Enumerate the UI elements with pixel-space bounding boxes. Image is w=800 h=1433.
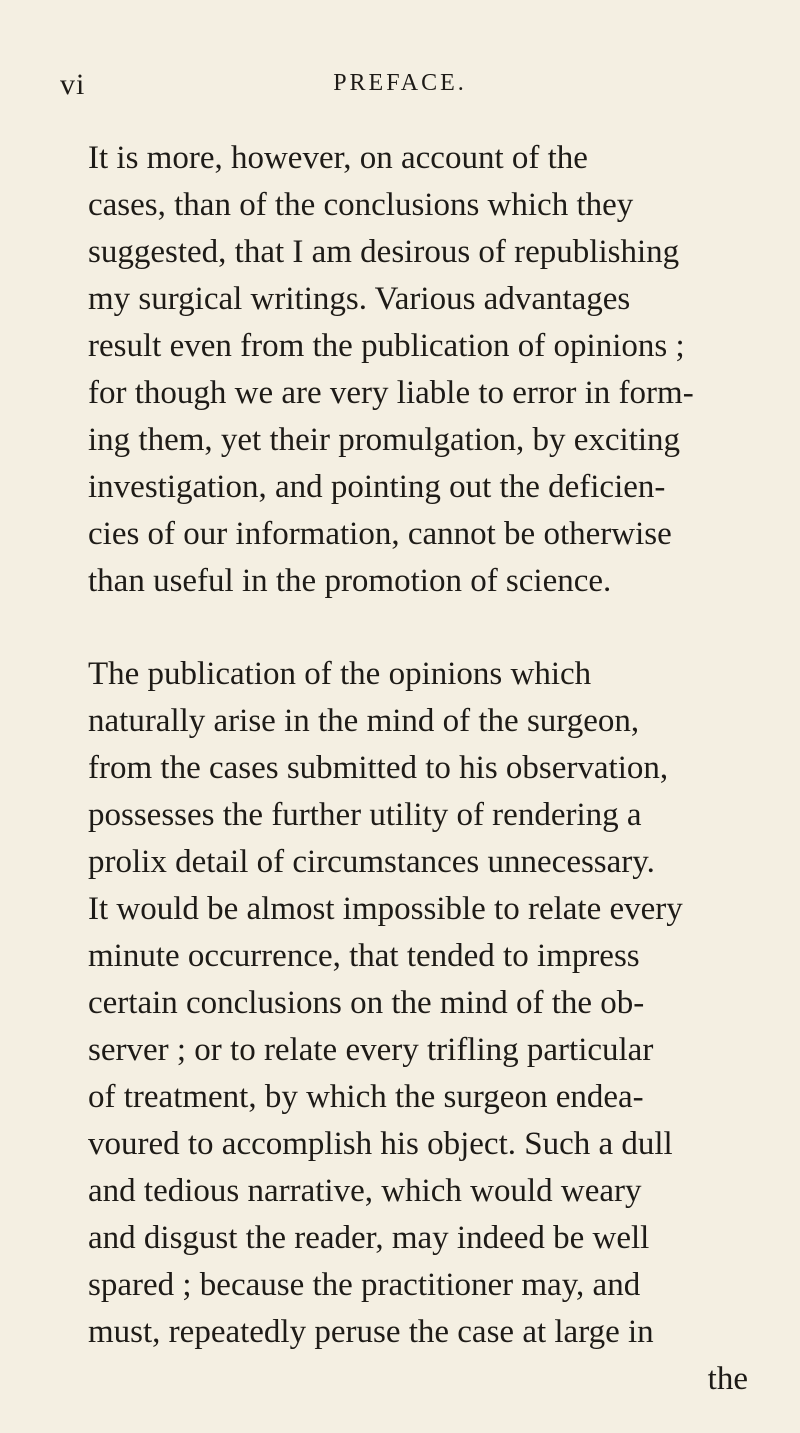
- text-line: naturally arise in the mind of the surgeon,: [88, 703, 640, 739]
- text-line: cies of our information, cannot be otherwise: [88, 516, 672, 552]
- text-line: and disgust the reader, may indeed be well: [88, 1220, 650, 1256]
- text-line: investigation, and pointing out the deficien-: [88, 469, 666, 505]
- paragraph-2: [88, 651, 748, 1403]
- text-line: my surgical writings. Various advantages: [88, 281, 631, 317]
- paragraph-gap: [88, 605, 748, 651]
- text-line: result even from the publication of opinions ;: [88, 328, 685, 364]
- text-line: for though we are very liable to error in form-: [88, 375, 694, 411]
- text-line: minute occurrence, that tended to impress: [88, 938, 640, 974]
- catchword: the: [707, 1361, 748, 1397]
- text-line: must, repeatedly peruse the case at large in: [88, 1314, 654, 1350]
- text-line: than useful in the promotion of science.: [88, 563, 612, 599]
- running-head: PREFACE.: [333, 70, 467, 96]
- text-line: voured to accomplish his object. Such a dull: [88, 1126, 673, 1162]
- text-line: from the cases submitted to his observation,: [88, 750, 669, 786]
- text-line: cases, than of the conclusions which they: [88, 187, 634, 223]
- text-line: prolix detail of circumstances unnecessary.: [88, 844, 655, 880]
- body-text: [88, 135, 748, 1403]
- text-line: server ; or to relate every trifling particular: [88, 1032, 654, 1068]
- page-number: vi: [60, 68, 86, 101]
- text-line: suggested, that I am desirous of republishing: [88, 234, 680, 270]
- paragraph-1: [88, 135, 748, 605]
- text-line: spared ; because the practitioner may, and: [88, 1267, 641, 1303]
- page-header: [60, 68, 740, 108]
- text-line: ing them, yet their promulgation, by exciting: [88, 422, 681, 458]
- text-line: The publication of the opinions which: [88, 656, 592, 692]
- text-line: certain conclusions on the mind of the ob-: [88, 985, 645, 1021]
- text-line: possesses the further utility of rendering a: [88, 797, 642, 833]
- text-line: of treatment, by which the surgeon endea-: [88, 1079, 644, 1115]
- text-line: It is more, however, on account of the: [88, 140, 588, 176]
- text-line: and tedious narrative, which would weary: [88, 1173, 642, 1209]
- text-line: It would be almost impossible to relate every: [88, 891, 683, 927]
